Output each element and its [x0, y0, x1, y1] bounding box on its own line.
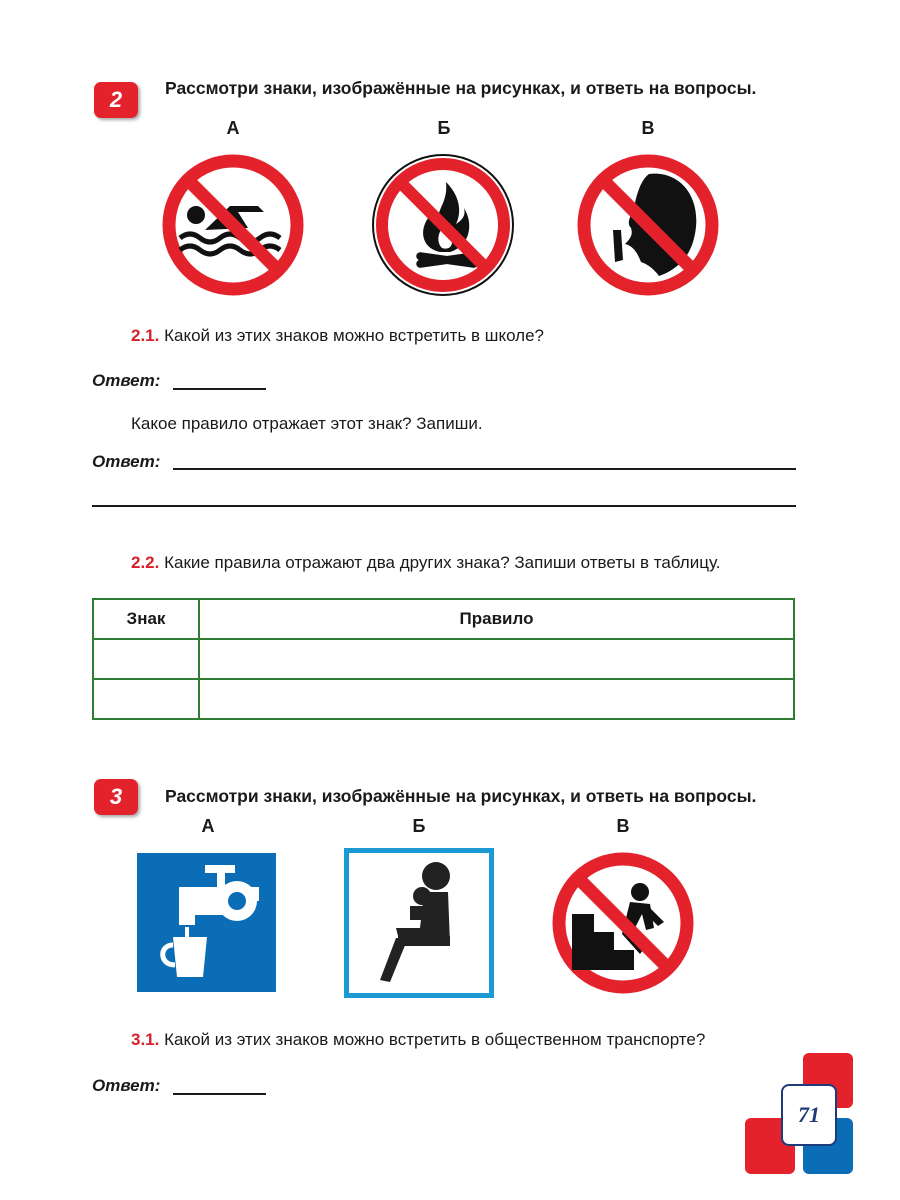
question-number: 3.1. — [131, 1030, 160, 1049]
answer-label: Ответ: — [92, 1076, 161, 1095]
question-3-1 — [131, 1030, 705, 1050]
table-cell-rule[interactable] — [199, 679, 794, 719]
question-text: Какие правила отражают два других знака? Запиши ответы в таблицу. — [159, 553, 721, 572]
question-number: 2.2. — [131, 553, 160, 572]
answer-line-long[interactable] — [173, 468, 796, 470]
question-2-1 — [131, 326, 544, 346]
task-number-badge: 3 — [94, 779, 138, 815]
no-swimming-icon — [160, 152, 306, 298]
table-header-rule: Правило — [199, 599, 794, 639]
page-number: 71 — [781, 1084, 837, 1146]
sign-letter-b: Б — [412, 816, 426, 836]
rules-table — [92, 598, 795, 720]
sign-letter-b: Б — [437, 118, 451, 138]
answer-line-short[interactable] — [173, 1093, 266, 1095]
question-number: 2.1. — [131, 326, 160, 345]
task-heading: Рассмотри знаки, изображённые на рисунках, и ответь на вопросы. — [165, 78, 757, 98]
no-climbing-icon — [550, 850, 696, 996]
task-number-badge: 2 — [94, 82, 138, 118]
sign-letter-a: А — [201, 816, 215, 836]
sign-letter-v: В — [641, 118, 655, 138]
question-text: Какой из этих знаков можно встретить в общественном транспорте? — [159, 1030, 706, 1049]
no-noise-icon — [575, 152, 721, 298]
sign-letter-a: А — [226, 118, 240, 138]
answer-line-short[interactable] — [173, 388, 266, 390]
sign-letter-v: В — [616, 816, 630, 836]
question-2-1b: Какое правило отражает этот знак? Запиши. — [131, 414, 483, 433]
table-row — [93, 639, 794, 679]
table-cell-sign[interactable] — [93, 639, 199, 679]
question-text: Какой из этих знаков можно встретить в школе? — [159, 326, 544, 345]
table-header-row — [93, 599, 794, 639]
table-cell-sign[interactable] — [93, 679, 199, 719]
drinking-water-icon — [137, 853, 276, 992]
task-heading: Рассмотри знаки, изображённые на рисунках, и ответь на вопросы. — [165, 786, 757, 806]
table-row — [93, 679, 794, 719]
answer-label: Ответ: — [92, 371, 161, 390]
table-cell-rule[interactable] — [199, 639, 794, 679]
answer-line-full[interactable] — [92, 505, 796, 507]
answer-label: Ответ: — [92, 452, 161, 471]
seat-for-passengers-with-children-icon — [344, 848, 494, 998]
question-2-2 — [131, 553, 720, 573]
no-open-fire-icon — [370, 152, 516, 298]
table-header-sign: Знак — [93, 599, 199, 639]
